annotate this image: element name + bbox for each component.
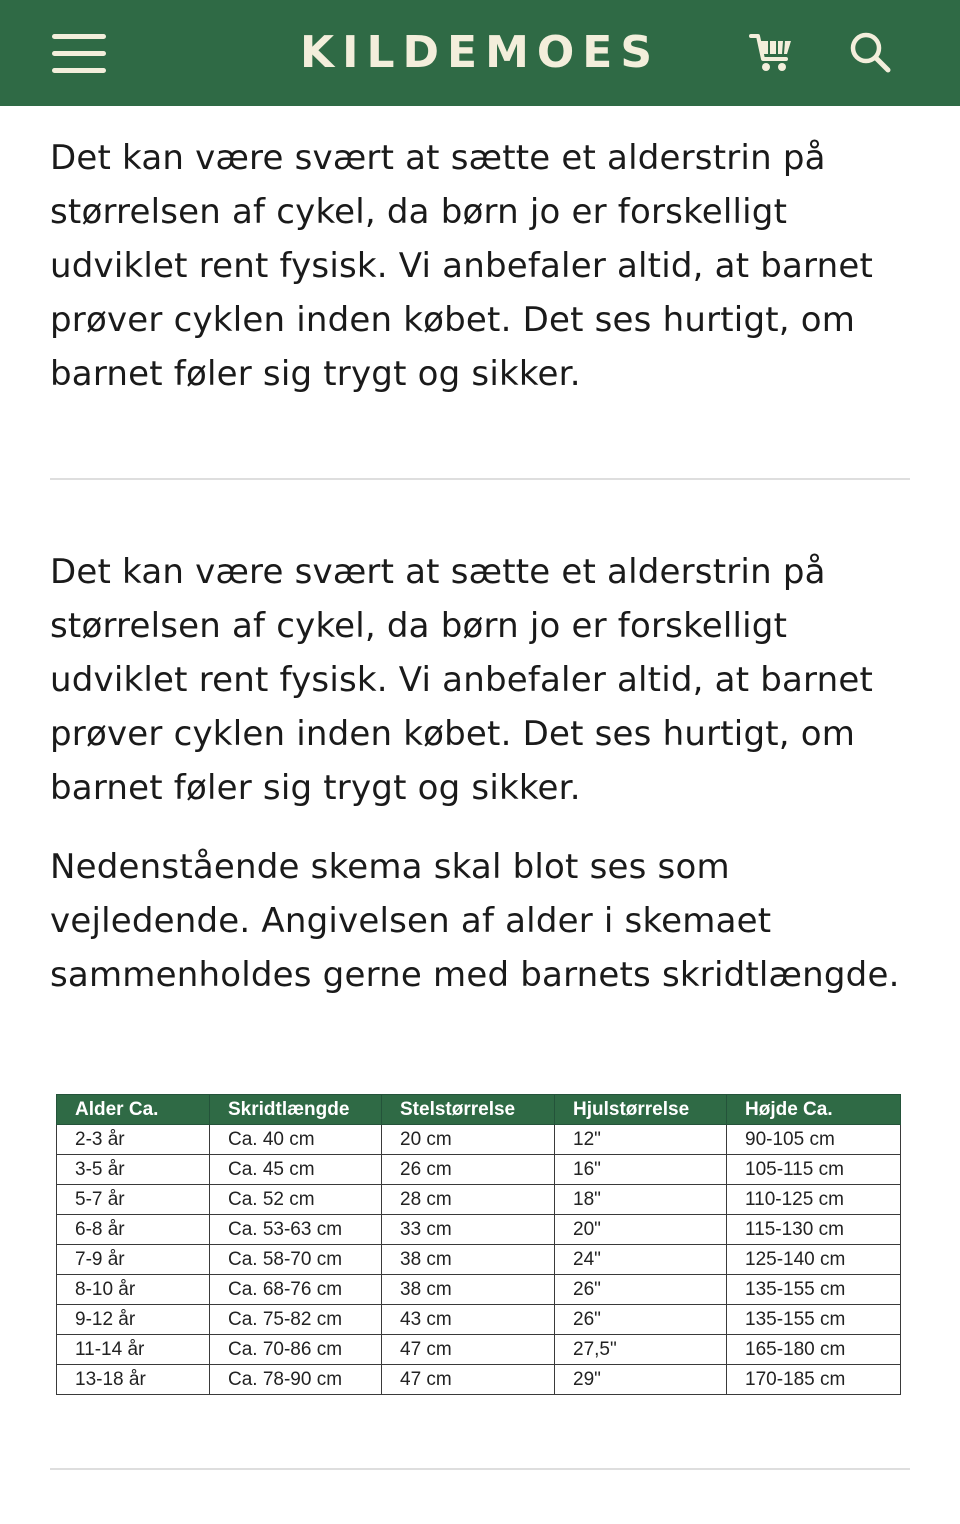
table-cell: Ca. 70-86 cm xyxy=(210,1335,382,1365)
table-cell: 6-8 år xyxy=(57,1215,210,1245)
column-header: Stelstørrelse xyxy=(382,1095,555,1125)
table-cell: Ca. 68-76 cm xyxy=(210,1275,382,1305)
table-cell: 90-105 cm xyxy=(727,1125,901,1155)
table-cell: 47 cm xyxy=(382,1365,555,1395)
table-cell: 13-18 år xyxy=(57,1365,210,1395)
brand-logo[interactable]: KILDEMOES xyxy=(299,27,661,78)
table-cell: 26" xyxy=(555,1275,727,1305)
search-icon[interactable] xyxy=(846,28,894,76)
column-header: Hjulstørrelse xyxy=(555,1095,727,1125)
table-cell: 170-185 cm xyxy=(727,1365,901,1395)
table-cell: 11-14 år xyxy=(57,1335,210,1365)
table-row xyxy=(57,1155,901,1185)
intro-paragraph-repeat: Det kan være svært at sætte et alderstrin på størrelsen af cykel, da børn jo er forskelligt udviklet rent fysisk. Vi anbefaler altid, at barnet prøver cyklen inden købet. Det ses hurtigt, om barnet føler sig trygt og sikker. xyxy=(50,552,874,808)
table-cell: 2-3 år xyxy=(57,1125,210,1155)
table-cell: 29" xyxy=(555,1365,727,1395)
table-row xyxy=(57,1125,901,1155)
table-cell: Ca. 45 cm xyxy=(210,1155,382,1185)
shopping-cart-icon[interactable] xyxy=(748,28,796,76)
table-cell: 8-10 år xyxy=(57,1275,210,1305)
table-cell: 33 cm xyxy=(382,1215,555,1245)
table-cell: 105-115 cm xyxy=(727,1155,901,1185)
table-cell: 38 cm xyxy=(382,1275,555,1305)
guidance-paragraph: Nedenstående skema skal blot ses som vejledende. Angivelsen af alder i skemaet sammenholdes gerne med barnets skridtlængde. xyxy=(50,847,900,995)
table-cell: 20" xyxy=(555,1215,727,1245)
table-row xyxy=(57,1305,901,1335)
table-cell: 38 cm xyxy=(382,1245,555,1275)
table-cell: 7-9 år xyxy=(57,1245,210,1275)
table-cell: 12" xyxy=(555,1125,727,1155)
table-cell: 26" xyxy=(555,1305,727,1335)
table-cell: 47 cm xyxy=(382,1335,555,1365)
table-cell: 26 cm xyxy=(382,1155,555,1185)
table-cell: 27,5" xyxy=(555,1335,727,1365)
table-row xyxy=(57,1335,901,1365)
table-cell: 135-155 cm xyxy=(727,1305,901,1335)
table-cell: 3-5 år xyxy=(57,1155,210,1185)
table-cell: 165-180 cm xyxy=(727,1335,901,1365)
table-cell: Ca. 75-82 cm xyxy=(210,1305,382,1335)
table-cell: Ca. 52 cm xyxy=(210,1185,382,1215)
table-row xyxy=(57,1275,901,1305)
table-cell: 16" xyxy=(555,1155,727,1185)
table-cell: Ca. 53-63 cm xyxy=(210,1215,382,1245)
table-cell: 20 cm xyxy=(382,1125,555,1155)
table-row xyxy=(57,1245,901,1275)
top-bar xyxy=(0,0,960,106)
table-row xyxy=(57,1185,901,1215)
table-cell: 9-12 år xyxy=(57,1305,210,1335)
table-cell: Ca. 40 cm xyxy=(210,1125,382,1155)
table-row xyxy=(57,1215,901,1245)
column-header: Skridtlængde xyxy=(210,1095,382,1125)
table-cell: 110-125 cm xyxy=(727,1185,901,1215)
table-cell: 24" xyxy=(555,1245,727,1275)
table-cell: 28 cm xyxy=(382,1185,555,1215)
intro-paragraph: Det kan være svært at sætte et alderstrin på størrelsen af cykel, da børn jo er forskelligt udviklet rent fysisk. Vi anbefaler altid, at barnet prøver cyklen inden købet. Det ses hurtigt, om barnet føler sig trygt og sikker. xyxy=(50,138,874,394)
table-cell: 5-7 år xyxy=(57,1185,210,1215)
table-cell: 115-130 cm xyxy=(727,1215,901,1245)
size-guide-table xyxy=(56,1094,901,1395)
table-cell: 135-155 cm xyxy=(727,1275,901,1305)
section-divider xyxy=(50,478,910,480)
column-header: Alder Ca. xyxy=(57,1095,210,1125)
table-cell: 18" xyxy=(555,1185,727,1215)
table-cell: 43 cm xyxy=(382,1305,555,1335)
hamburger-menu-icon[interactable] xyxy=(52,32,108,76)
table-cell: Ca. 78-90 cm xyxy=(210,1365,382,1395)
section-divider-bottom xyxy=(50,1468,910,1470)
column-header: Højde Ca. xyxy=(727,1095,901,1125)
table-cell: 125-140 cm xyxy=(727,1245,901,1275)
table-row xyxy=(57,1365,901,1395)
table-header-row xyxy=(57,1095,901,1125)
table-cell: Ca. 58-70 cm xyxy=(210,1245,382,1275)
